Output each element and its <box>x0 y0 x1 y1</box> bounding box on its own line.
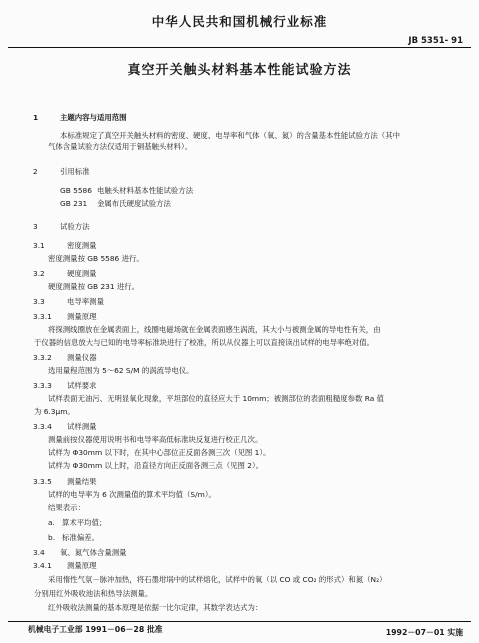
section-3-3-1-body-line: 将探测线圈放在金属表面上，线圈电磁场就在金属表面感生涡流，其大小与被测金属的导电性有关，由 <box>48 325 381 334</box>
reference-code: GB 231 <box>60 199 88 208</box>
section-3-4-1-body-line: 分别用红外吸收池法和热导法测量。 <box>34 589 153 598</box>
section-3-3-3-body-line: 试样表面无油污、无明显氧化现象，平坦部位的直径应大于 10mm；被测部位的表面粗糙度参数 Ra 值 <box>48 394 384 403</box>
result-item-mark: b. <box>48 533 56 542</box>
reference-name: 金属布氏硬度试验方法 <box>97 199 171 208</box>
section-3-4-number: 3.4 <box>33 548 45 557</box>
section-3-3-5-number: 3.3.5 <box>33 477 52 486</box>
section-3-1-body: 密度测量按 GB 5586 进行。 <box>48 254 144 263</box>
standard-number: JB 5351- 91 <box>408 36 463 46</box>
section-3-3-1-number: 3.3.1 <box>33 312 52 321</box>
section-3-3-5-body-line: 结果表示： <box>48 503 85 512</box>
section-3-4-1-title: 测量原理 <box>67 561 97 570</box>
section-3-4-title: 氧、氮气体含量测量 <box>60 548 127 557</box>
section-3-3-3-title: 试样要求 <box>67 381 97 390</box>
result-item-mark: a. <box>48 518 55 527</box>
section-3-4-1-body-line: 采用惰性气氛－脉冲加热，将石墨坩埚中的试样熔化，试样中的氧（以 CO 或 CO₂ 的形式）和氮（N₂） <box>48 575 387 584</box>
section-3-3-3-number: 3.3.3 <box>33 381 52 390</box>
section-3-3-5-title: 测量结果 <box>67 477 97 486</box>
result-item-text: 标准偏差。 <box>62 533 99 542</box>
section-2-number: 2 <box>33 167 38 176</box>
section-1-body-line: 气体含量试验方法仅适用于铜基触头材料）。 <box>48 142 193 151</box>
footer-rule <box>8 621 471 622</box>
section-3-title: 试验方法 <box>60 222 90 231</box>
section-3-3-4-body-line: 测量前按仪器使用说明书和电导率高低标准块反复进行校正几次。 <box>48 435 263 444</box>
section-3-3-4-body-line: 试样为 Φ30mm 以下时，在其中心部位正反面各测三次（见图 1）。 <box>48 448 271 457</box>
section-3-1-number: 3.1 <box>33 241 45 250</box>
effective-date: 1992－07－01 实施 <box>385 628 463 637</box>
header-rule <box>8 47 471 48</box>
section-3-3-4-title: 试样测量 <box>67 422 97 431</box>
section-3-3-1-title: 测量原理 <box>67 312 97 321</box>
section-3-1-title: 密度测量 <box>67 241 97 250</box>
section-3-3-4-number: 3.3.4 <box>33 422 52 431</box>
section-1-number: 1 <box>33 113 39 122</box>
issue-date: 机械电子工业部 1991－06－28 批准 <box>28 625 163 634</box>
section-3-4-1-body-line: 红外吸收法测量的基本原理是依据一比尔定律，其数学表达式为： <box>48 603 263 612</box>
result-item-text: 算术平均值； <box>62 518 107 527</box>
section-3-3-2-number: 3.3.2 <box>33 353 52 362</box>
section-3-4-1-number: 3.4.1 <box>33 561 52 570</box>
standard-org: 中华人民共和国机械行业标准 <box>151 14 328 29</box>
document-title: 真空开关触头材料基本性能试验方法 <box>127 63 352 78</box>
section-3-3-5-body-line: 试样的电导率为 6 次测量值的算术平均值（S/m）。 <box>48 490 216 499</box>
section-3-3-number: 3.3 <box>33 297 45 306</box>
section-3-number: 3 <box>33 222 38 231</box>
section-3-3-2-body: 选用量程范围为 5～62 S/M 的涡流导电仪。 <box>48 366 194 375</box>
section-2-title: 引用标准 <box>60 167 90 176</box>
section-3-2-title: 硬度测量 <box>67 269 97 278</box>
reference-code: GB 5586 <box>60 186 92 195</box>
section-3-2-body: 硬度测量按 GB 231 进行。 <box>48 282 140 291</box>
section-3-2-number: 3.2 <box>33 269 45 278</box>
section-3-3-3-body-line: 为 6.3μm。 <box>34 407 75 416</box>
section-1-body-line: 本标准规定了真空开关触头材料的密度、硬度、电导率和气体（氧、氮）的含量基本性能试验方法（其中 <box>60 131 400 140</box>
section-3-3-title: 电导率测量 <box>67 297 104 306</box>
section-3-3-4-body-line: 试样为 Φ30mm 以上时，沿直径方向正反面各测三点（见图 2）。 <box>48 461 264 470</box>
section-1-title: 主题内容与适用范围 <box>60 113 127 122</box>
reference-name: 电触头材料基本性能试验方法 <box>97 186 194 195</box>
section-3-3-2-title: 测量仪器 <box>67 353 97 362</box>
section-3-3-1-body-line: 于仪器的信息放大与已知的电导率标准块进行了校准，所以从仪器上可以直接读出试样的电导率绝对值。 <box>34 338 374 347</box>
